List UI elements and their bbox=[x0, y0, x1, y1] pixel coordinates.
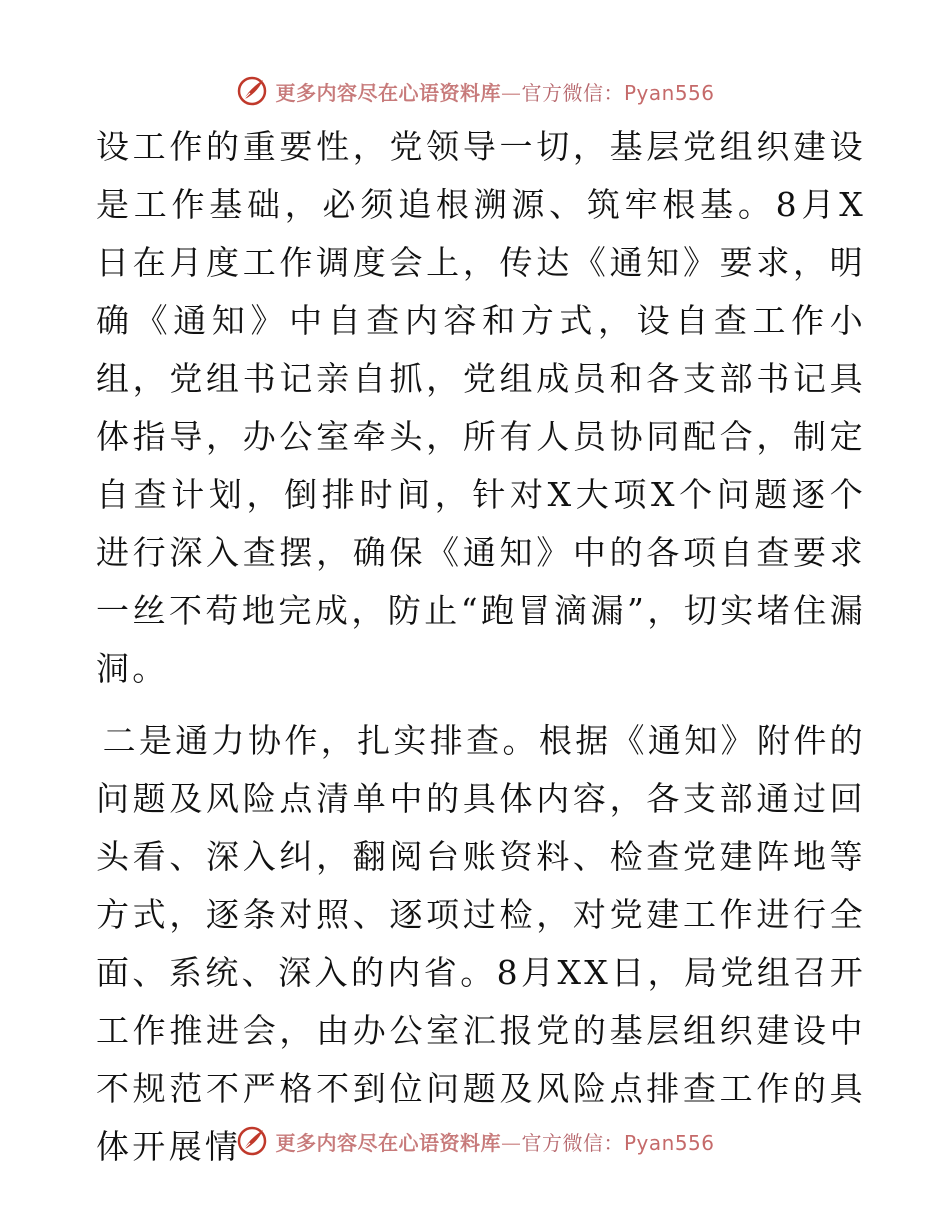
footer-watermark-banner bbox=[0, 1121, 950, 1161]
header-official-label: 官方微信： bbox=[521, 80, 624, 105]
header-watermark-banner bbox=[0, 71, 950, 111]
footer-official-label: 官方微信： bbox=[521, 1130, 624, 1155]
footer-separator: — bbox=[500, 1130, 522, 1155]
document-body bbox=[96, 118, 866, 1176]
header-watermark-text bbox=[275, 77, 714, 106]
footer-watermark-inner bbox=[235, 1124, 714, 1158]
body-paragraph-1: 设工作的重要性，党领导一切，基层党组织建设是工作基础，必须追根溯源、筑牢根基。8月X日在月度工作调度会上，传达《通知》要求，明确《通知》中自查内容和方式，设自查工作小组，党组书记亲自抓，党组成员和各支部书记具体指导，办公室牵头，所有人员协同配合，制定自查计划，倒排时间，针对X大项X个问题逐个进行深入查摆，确保《通知》中的各项自查要求一丝不苟地完成，防止“跑冒滴漏”，切实堵住漏洞。 bbox=[96, 127, 866, 688]
footer-wechat-handle: Pyan556 bbox=[623, 1130, 715, 1155]
header-site-name: 更多内容尽在心语资料库 bbox=[275, 80, 501, 105]
header-wechat-handle: Pyan556 bbox=[623, 80, 715, 105]
quill-logo-icon bbox=[235, 74, 269, 108]
header-separator: — bbox=[500, 80, 522, 105]
quill-logo-icon bbox=[235, 1124, 269, 1158]
footer-site-name: 更多内容尽在心语资料库 bbox=[275, 1130, 501, 1155]
body-paragraph-2: 二是通力协作，扎实排查。根据《通知》附件的问题及风险点清单中的具体内容，各支部通过回头看、深入纠，翻阅台账资料、检查党建阵地等方式，逐条对照、逐项过检，对党建工作进行全面、系统、深入的内省。8月XX日，局党组召开工作推进会，由办公室汇报党的基层组织建设中不规范不严格不到位问题及风险点排查工作的具体开展情 bbox=[96, 721, 866, 1166]
footer-watermark-text bbox=[275, 1127, 714, 1156]
header-watermark-inner bbox=[235, 74, 714, 108]
